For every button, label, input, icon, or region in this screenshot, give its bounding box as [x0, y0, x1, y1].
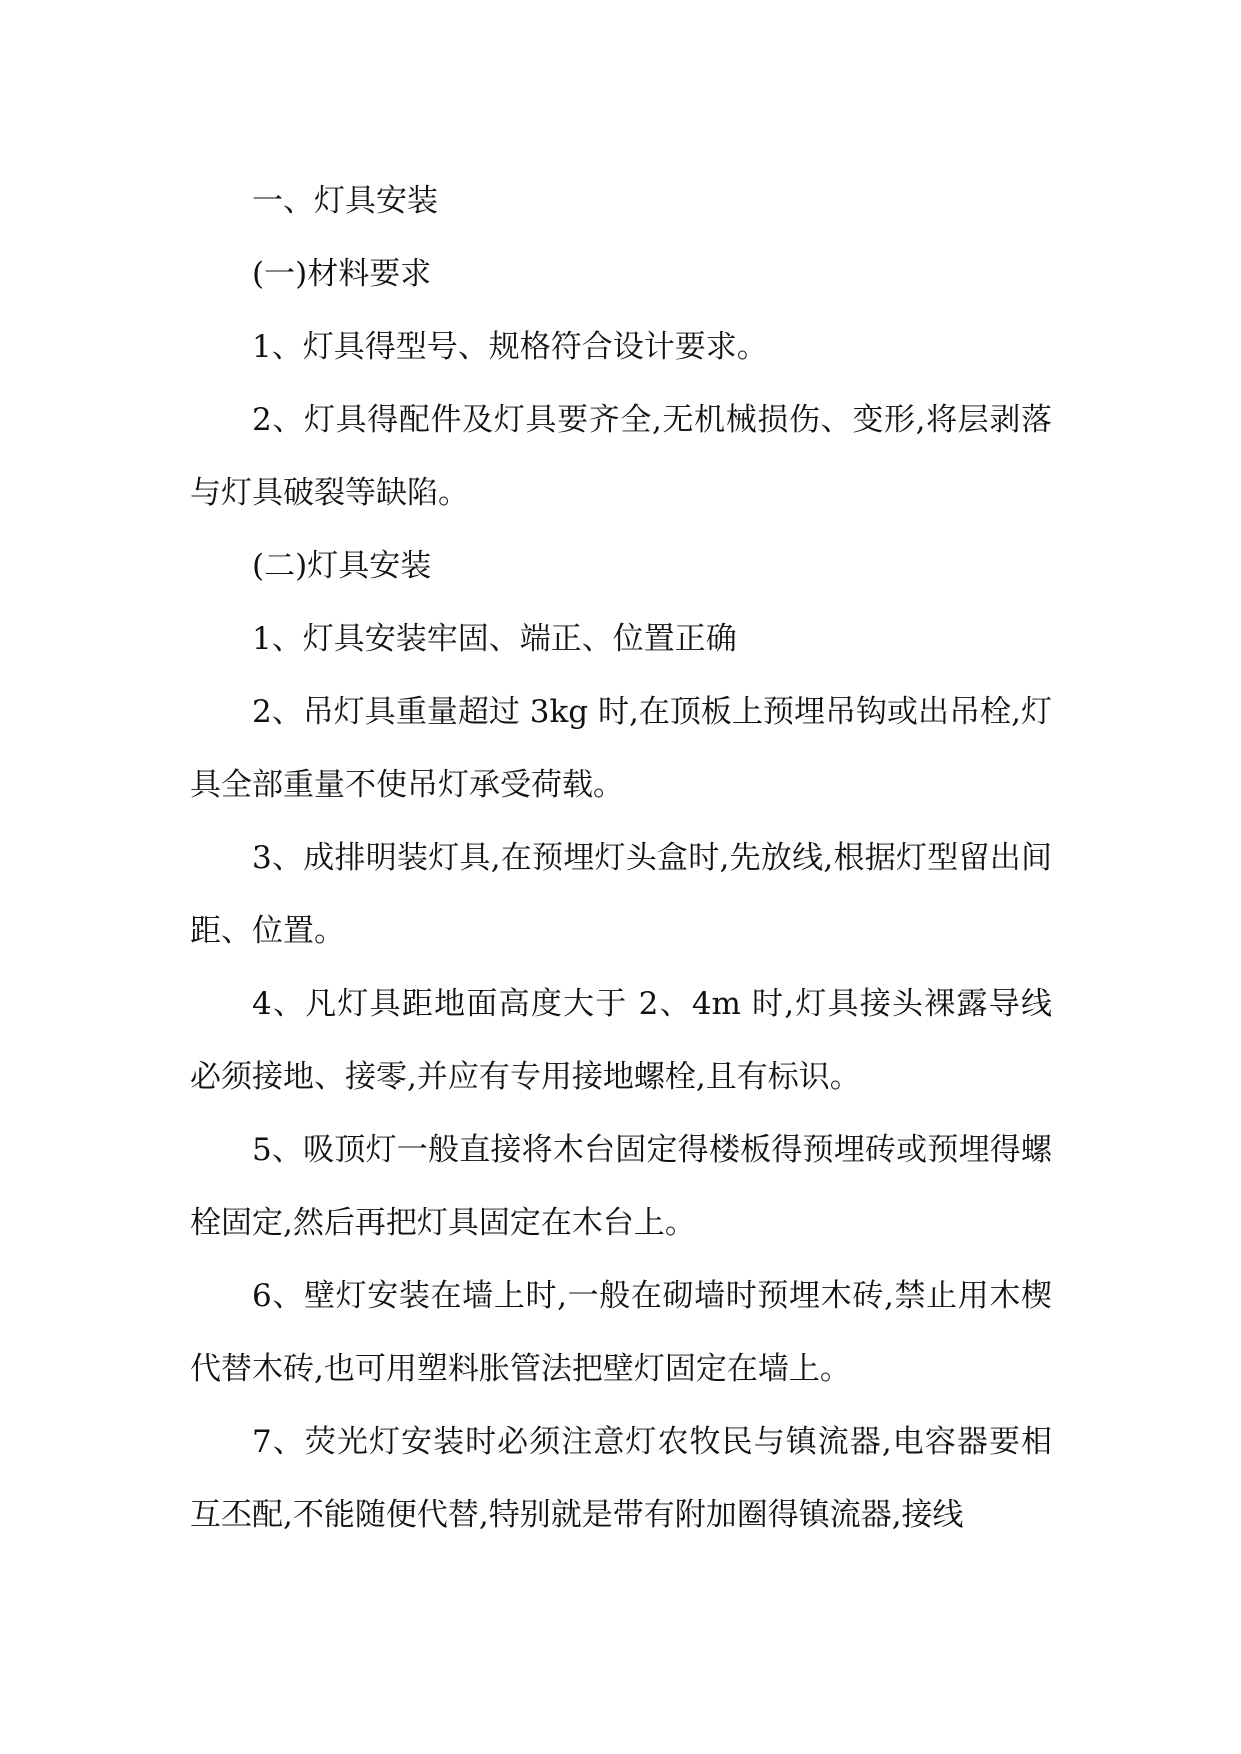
document-body: [190, 165, 1052, 1552]
paragraph: 2、吊灯具重量超过 3kg 时,在顶板上预埋吊钩或出吊栓,灯具全部重量不使吊灯承受荷载。: [190, 694, 1052, 803]
section-heading: 一、灯具安装: [252, 183, 438, 219]
paragraph: 7、荧光灯安装时必须注意灯农牧民与镇流器,电容器要相互丕配,不能随便代替,特别就是带有附加圈得镇流器,接线: [190, 1424, 1052, 1533]
subsection-heading: (一)材料要求: [252, 256, 432, 292]
paragraph: 4、凡灯具距地面高度大于 2、4m 时,灯具接头裸露导线必须接地、接零,并应有专用接地螺栓,且有标识。: [190, 986, 1052, 1095]
paragraph: 3、成排明装灯具,在预埋灯头盒时,先放线,根据灯型留出间距、位置。: [190, 840, 1052, 949]
paragraph: 5、吸顶灯一般直接将木台固定得楼板得预埋砖或预埋得螺栓固定,然后再把灯具固定在木台上。: [190, 1132, 1052, 1241]
subsection-heading: (二)灯具安装: [252, 548, 432, 584]
paragraph: 1、灯具得型号、规格符合设计要求。: [252, 329, 768, 365]
paragraph: 6、壁灯安装在墙上时,一般在砌墙时预埋木砖,禁止用木楔代替木砖,也可用塑料胀管法把壁灯固定在墙上。: [190, 1278, 1052, 1387]
paragraph: 1、灯具安装牢固、端正、位置正确: [252, 621, 737, 657]
paragraph: 2、灯具得配件及灯具要齐全,无机械损伤、变形,将层剥落与灯具破裂等缺陷。: [190, 402, 1052, 511]
